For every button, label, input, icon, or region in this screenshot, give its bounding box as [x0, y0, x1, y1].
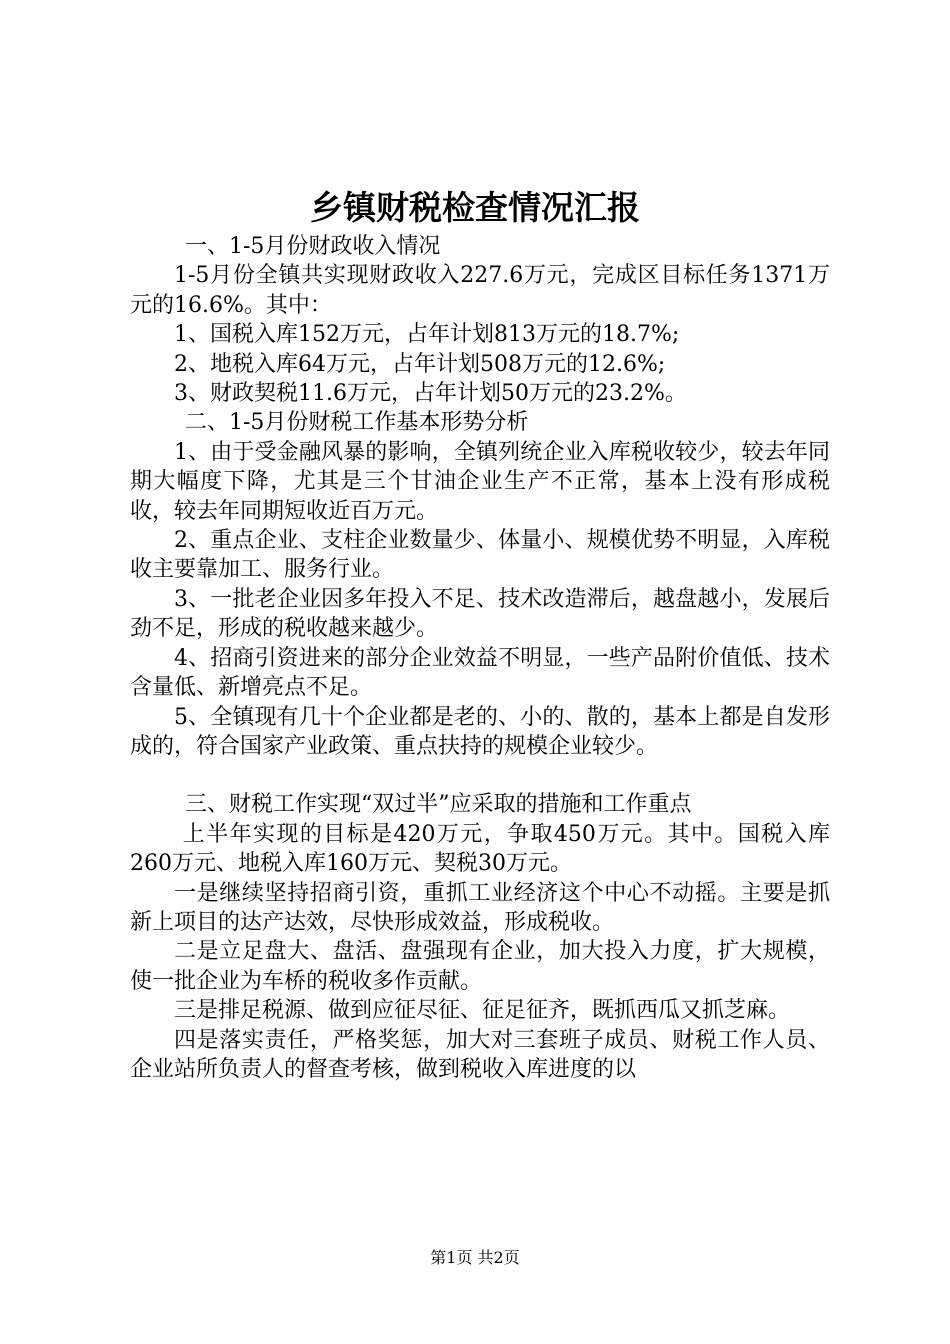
paragraph: 1、国税入库152万元，占年计划813万元的18.7%; [174, 322, 680, 348]
paragraph: 3、财政契税11.6万元，占年计划50万元的23.2%。 [174, 381, 687, 407]
page-number-footer: 第1页 共2页 [430, 1248, 520, 1267]
section-heading-3: 三、财税工作实现“双过半”应采取的措施和工作重点 [185, 792, 692, 818]
section-heading-2: 二、1-5月份财税工作基本形势分析 [185, 410, 529, 436]
document-body [130, 232, 830, 1084]
paragraph: 1、由于受金融风暴的影响，全镇列统企业入库税收较少，较去年同期大幅度下降，尤其是三个甘油企业生产不正常，基本上没有形成税收，较去年同期短收近百万元。 [130, 439, 830, 524]
paragraph: 四是落实责任，严格奖惩，加大对三套班子成员、财税工作人员、企业站所负责人的督查考核，做到税收入库进度的以 [130, 1027, 830, 1082]
paragraph: 上半年实现的目标是420万元，争取450万元。其中。国税入库260万元、地税入库160万元、契税30万元。 [130, 821, 830, 877]
paragraph: 2、重点企业、支柱企业数量少、体量小、规模优势不明显，入库税收主要靠加工、服务行业。 [130, 528, 830, 583]
document-title: 乡镇财税检查情况汇报 [310, 188, 640, 227]
paragraph: 5、全镇现有几十个企业都是老的、小的、散的，基本上都是自发形成的，符合国家产业政策、重点扶持的规模企业较少。 [130, 704, 830, 759]
paragraph: 2、地税入库64万元，占年计划508万元的12.6%; [174, 351, 666, 377]
paragraph: 三是排足税源、做到应征尽征、征足征齐，既抓西瓜又抓芝麻。 [174, 998, 791, 1024]
section-heading-1: 一、1-5月份财政收入情况 [185, 234, 441, 259]
paragraph: 二是立足盘大、盘活、盘强现有企业，加大投入力度，扩大规模，使一批企业为车桥的税收多作贡献。 [130, 939, 830, 994]
paragraph: 1-5月份全镇共实现财政收入227.6万元，完成区目标任务1371万元的16.6%。其中： [130, 263, 830, 318]
paragraph: 一是继续坚持招商引资，重抓工业经济这个中心不动摇。主要是抓新上项目的达产达效，尽快形成效益，形成税收。 [130, 880, 830, 935]
paragraph: 3、一批老企业因多年投入不足、技术改造滞后，越盘越小，发展后劲不足，形成的税收越来越少。 [130, 586, 830, 642]
paragraph: 4、招商引资进来的部分企业效益不明显，一些产品附价值低、技术含量低、新增亮点不足。 [130, 645, 830, 701]
paragraph-gap [130, 761, 830, 790]
